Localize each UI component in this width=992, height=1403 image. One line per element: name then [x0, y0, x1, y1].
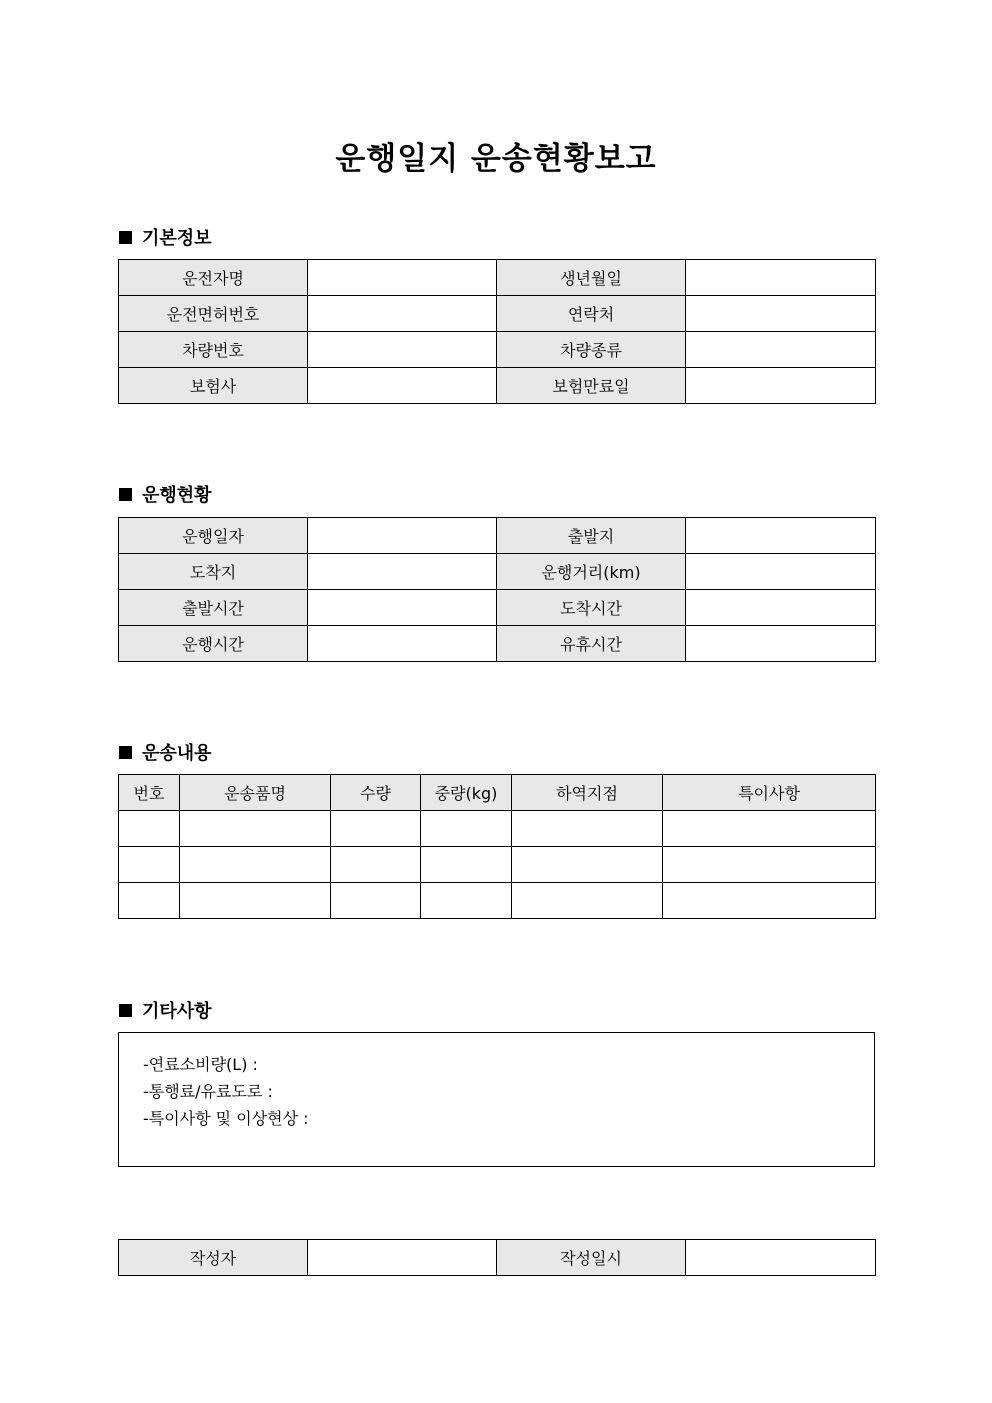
signature-table: [118, 1239, 876, 1276]
label-vehicle-type: 차량종류: [497, 332, 686, 368]
label-vehicle-number: 차량번호: [119, 332, 308, 368]
table-row: [119, 626, 876, 662]
table-header-row: [119, 775, 876, 811]
cell-quantity[interactable]: [331, 883, 421, 919]
cell-item-name[interactable]: [180, 811, 331, 847]
note-toll: -통행료/유료도로 :: [143, 1082, 273, 1101]
field-driving-time[interactable]: [308, 626, 497, 662]
cell-unloading-point[interactable]: [512, 883, 663, 919]
section-heading-basic: [119, 224, 212, 250]
field-departure[interactable]: [686, 518, 876, 554]
cell-quantity[interactable]: [331, 811, 421, 847]
field-vehicle-number[interactable]: [308, 332, 497, 368]
square-bullet-icon: [119, 1004, 132, 1017]
cell-item-name[interactable]: [180, 847, 331, 883]
cell-remarks[interactable]: [663, 883, 876, 919]
table-row: [119, 554, 876, 590]
label-operation-date: 운행일자: [119, 518, 308, 554]
col-remarks: 특이사항: [663, 775, 876, 811]
table-row: [119, 590, 876, 626]
cell-remarks[interactable]: [663, 847, 876, 883]
note-fuel: -연료소비량(L) :: [143, 1055, 258, 1074]
table-row: [119, 332, 876, 368]
field-insurer[interactable]: [308, 368, 497, 404]
cell-unloading-point[interactable]: [512, 811, 663, 847]
table-row: [119, 811, 876, 847]
label-insurer: 보험사: [119, 368, 308, 404]
label-driver-name: 운전자명: [119, 260, 308, 296]
section-heading-operation: [119, 481, 212, 507]
section-heading-etc: [119, 997, 212, 1023]
table-row: [119, 518, 876, 554]
col-weight: 중량(kg): [421, 775, 512, 811]
table-row: [119, 883, 876, 919]
cell-unloading-point[interactable]: [512, 847, 663, 883]
field-driver-name[interactable]: [308, 260, 497, 296]
section-heading-cargo: [119, 739, 212, 765]
field-arrival-time[interactable]: [686, 590, 876, 626]
label-driving-time: 운행시간: [119, 626, 308, 662]
cell-remarks[interactable]: [663, 811, 876, 847]
operation-table: [118, 517, 876, 662]
table-row: [119, 368, 876, 404]
label-arrival-time: 도착시간: [497, 590, 686, 626]
section-heading-text: 기타사항: [142, 1001, 212, 1022]
cargo-table: [118, 774, 876, 919]
square-bullet-icon: [119, 746, 132, 759]
field-written-date[interactable]: [686, 1240, 876, 1276]
cell-weight[interactable]: [421, 811, 512, 847]
field-idle-time[interactable]: [686, 626, 876, 662]
field-vehicle-type[interactable]: [686, 332, 876, 368]
field-distance[interactable]: [686, 554, 876, 590]
table-row: [119, 296, 876, 332]
label-license-number: 운전면허번호: [119, 296, 308, 332]
label-departure-time: 출발시간: [119, 590, 308, 626]
field-insurance-expiry[interactable]: [686, 368, 876, 404]
label-departure: 출발지: [497, 518, 686, 554]
table-row: [119, 260, 876, 296]
field-license-number[interactable]: [308, 296, 497, 332]
page-title: 운행일지 운송현황보고: [335, 141, 657, 177]
label-contact: 연락처: [497, 296, 686, 332]
cell-quantity[interactable]: [331, 847, 421, 883]
label-birth-date: 생년월일: [497, 260, 686, 296]
field-contact[interactable]: [686, 296, 876, 332]
cell-number[interactable]: [119, 847, 180, 883]
cell-item-name[interactable]: [180, 883, 331, 919]
table-row: [119, 847, 876, 883]
cell-number[interactable]: [119, 811, 180, 847]
basic-info-table: [118, 259, 876, 404]
field-departure-time[interactable]: [308, 590, 497, 626]
label-insurance-expiry: 보험만료일: [497, 368, 686, 404]
cell-number[interactable]: [119, 883, 180, 919]
field-writer[interactable]: [308, 1240, 497, 1276]
col-unloading-point: 하역지점: [512, 775, 663, 811]
label-destination: 도착지: [119, 554, 308, 590]
label-writer: 작성자: [119, 1240, 308, 1276]
col-quantity: 수량: [331, 775, 421, 811]
square-bullet-icon: [119, 488, 132, 501]
label-written-date: 작성일시: [497, 1240, 686, 1276]
section-heading-text: 운송내용: [142, 743, 212, 764]
table-row: [119, 1240, 876, 1276]
label-idle-time: 유휴시간: [497, 626, 686, 662]
label-distance: 운행거리(km): [497, 554, 686, 590]
section-heading-text: 기본정보: [142, 228, 212, 249]
etc-notes-box[interactable]: [118, 1032, 875, 1167]
field-operation-date[interactable]: [308, 518, 497, 554]
field-destination[interactable]: [308, 554, 497, 590]
square-bullet-icon: [119, 231, 132, 244]
cell-weight[interactable]: [421, 847, 512, 883]
col-number: 번호: [119, 775, 180, 811]
section-heading-text: 운행현황: [142, 485, 212, 506]
cell-weight[interactable]: [421, 883, 512, 919]
col-item-name: 운송품명: [180, 775, 331, 811]
field-birth-date[interactable]: [686, 260, 876, 296]
note-remarks: -특이사항 및 이상현상 :: [143, 1109, 309, 1128]
